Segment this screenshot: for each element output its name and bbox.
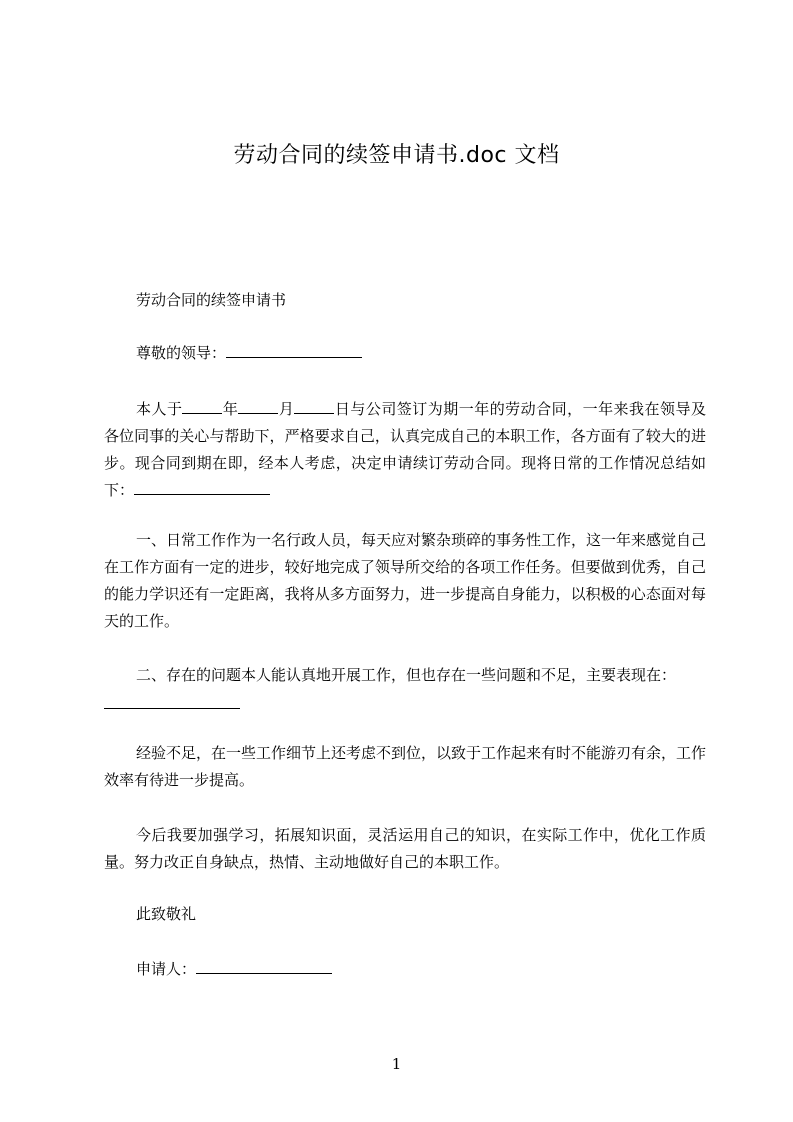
salutation-blank [226, 342, 362, 358]
paragraph-problems: 二、存在的问题本人能认真地开展工作，但也存在一些问题和不足，主要表现在： [136, 666, 677, 684]
month-blank [238, 398, 278, 414]
paragraph-experience: 经验不足，在一些工作细节上还考虑不到位，以致于工作起来有时不能游刃有余，工作效率有待进一步提高。 [104, 744, 707, 789]
page-number: 1 [391, 1055, 402, 1073]
closing: 此致敬礼 [136, 905, 197, 923]
applicant-line: 申请人： [104, 956, 706, 983]
problems-blank [104, 708, 240, 709]
salutation: 尊敬的领导： [104, 340, 706, 367]
paragraph-plan: 今后我要加强学习，拓展知识面，灵活运用自己的知识，在实际工作中，优化工作质量。努力改正自身缺点，热情、主动地做好自己的本职工作。 [104, 826, 706, 871]
letter-heading: 劳动合同的续签申请书 [136, 291, 287, 309]
document-title: 劳动合同的续签申请书.doc 文档 [233, 143, 560, 168]
year-blank [182, 398, 222, 414]
summary-blank [134, 479, 270, 495]
applicant-blank [196, 958, 332, 974]
paragraph-intro: 本人于 年 月 日与公司签订为期一年的劳动合同，一年来我在领导及各位同事的关心与帮助下，严格要求自己，认真完成自己的本职工作，各方面有了较大的进步。现合同到期在即，经本人考虑，决定申请续订劳动合同。现将日常的工作情况总结如下： [104, 400, 706, 499]
paragraph-daily-work: 一、日常工作作为一名行政人员，每天应对繁杂琐碎的事务性工作，这一年来感觉自己在工作方面有一定的进步，较好地完成了领导所交给的各项工作任务。但要做到优秀，自己的能力学识还有一定距离，我将从多方面努力，进一步提高自身能力，以积极的心态面对每天的工作。 [104, 531, 707, 630]
day-blank [294, 398, 334, 414]
